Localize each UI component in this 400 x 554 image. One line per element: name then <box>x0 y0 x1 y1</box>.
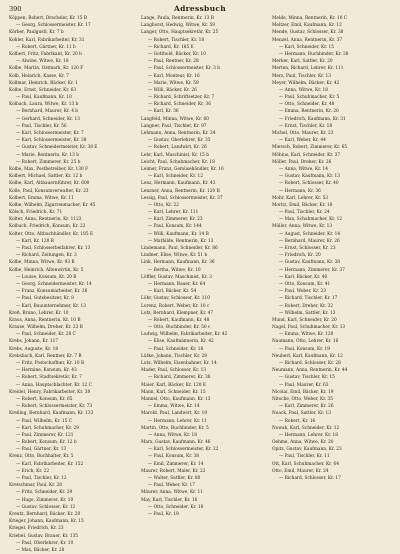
directory-entry: — Friedrich, Kr. 20 <box>279 253 321 259</box>
directory-entry: Lutz, Wilhelm, Eisenbahner, Kr. 14 <box>141 361 217 366</box>
directory-entry: — Mathilde, Rentnerin, Kr. 13 <box>148 238 214 244</box>
directory-entry: — Gustav, Oberlehrer, Kr. 35 <box>148 138 211 144</box>
directory-entry: — Paul, Weber, Kr. 17 <box>148 483 196 489</box>
directory-entry: Kretschmar, Paul, Kr. 28 <box>9 483 62 489</box>
directory-entry: Mannel, Otto, Kaufmann, Kr. 13 <box>141 396 211 402</box>
directory-entry: Mohr, Karl, Lehrer, Kr. 53 <box>272 195 329 201</box>
directory-entry: Körber, Paulgustl, Kr. 7 b <box>9 30 64 36</box>
directory-entry: — Elise, Kaufmännerin, Kr. 42 <box>148 339 214 345</box>
directory-entry: Kolbe, Ernst, Schneider, Kr. 63 <box>9 87 77 93</box>
directory-entry: — Karl, Weber, Kr. 44 <box>279 138 326 144</box>
directory-entry: — Robert, Konsum, Kr. 12 b <box>16 440 77 446</box>
directory-entry: — Gerhard, Schneider, Kr. 13 <box>16 116 80 122</box>
directory-entry: — Gustav, Kaufmann, Kr. 13 <box>279 174 341 180</box>
directory-entry: Nowak, Karl, Schneider, Kr. 12 <box>272 425 340 431</box>
directory-entry: Otto, Emil, Maurer, Kr. 24 <box>272 468 329 474</box>
directory-entry: — Karl, Schlossermeister, Kr. 38 <box>16 138 87 144</box>
directory-entry: Möbius, Karl, Schneider, Kr. 37 <box>272 152 341 158</box>
column-right <box>272 15 394 481</box>
directory-entry: Möller, Paul, Dreher, Kr. 26 <box>272 159 332 165</box>
directory-entry: Michel, Otto, Maurer, Kr. 23 <box>272 131 334 136</box>
directory-entry: — Robert, Gärtner, Kr. 11 b <box>16 44 76 50</box>
directory-entry: Langhorst, Hedwig, Witwe, Kr. 59 <box>141 23 215 29</box>
directory-entry: — Richard, Schlosser, Kr. 17 <box>279 476 341 481</box>
directory-entry: Mund, Karl, Schneider, Kr. 20 <box>272 317 337 323</box>
directory-entry: — Karl, Schuhmacher, Kr. 29 <box>16 425 79 431</box>
directory-entry: — Paul, Tischler, Kr. 11 <box>279 454 330 460</box>
directory-entry: Nitsche, Otto, Weber, Kr. 35 <box>272 396 334 402</box>
directory-entry: Kolbach, Friedrich, Konsum, Kr. 22 <box>9 224 86 230</box>
directory-entry: — Karl, Zimmerer, Kr. 23 <box>148 217 203 223</box>
directory-entry: Lotz, Bernhard, Klempner, Kr. 47 <box>141 310 214 316</box>
directory-entry: — Otto, Schneider, Kr. 18 <box>148 504 204 510</box>
directory-entry: — Walter, Sattler, Kr. 80 <box>148 476 201 481</box>
directory-entry: — Paul, Rentner, Kr. 28 <box>148 59 199 65</box>
directory-entry: Link, Hermann, Kaufmann, Kr. 36 <box>141 260 215 266</box>
directory-entry: Lenz, Hermann, Kaufmann, Kr. 43 <box>141 181 216 187</box>
directory-entry: Krause, Wilhelm, Dreher, Kr. 23 B <box>9 325 83 331</box>
directory-entry: Ott, Karl, Schuhmacher, Kr. 64 <box>272 461 339 467</box>
directory-entry: Lindner, Elise, Witwe, Kr. 51 b <box>141 253 208 259</box>
directory-entry: — Anna, Witwe, Kr. 14 <box>279 166 328 172</box>
directory-entry: Kolbe, Wilhelm, Zigarrenmacher, Kr. 45 <box>9 202 96 208</box>
directory-entry: — Paul, Schlosserbeifahrer, Kr. 13 <box>16 246 91 251</box>
directory-entry: — Robert, Schlosser, Kr. 40 <box>279 181 339 187</box>
directory-entry: — Max, Schuhmacher, Kr. 12 <box>279 217 343 223</box>
directory-entry: — Karl, Bäcker, Kr. 40 <box>279 274 328 280</box>
directory-entry: — Bertha, Witwe, Kr. 10 <box>148 267 201 273</box>
directory-entry: — Ernst, Schlosser, Kr. 23 <box>279 246 336 251</box>
directory-entry: — Karl, Schlossermeister, Kr. 7 <box>16 131 84 136</box>
directory-entry: — Hermann, Lehrer, Kr. 11 <box>148 418 207 424</box>
directory-entry: — Hermine, Konsum, Kr. 43 <box>16 368 77 374</box>
directory-entry: — Karl, Kr. 120 B <box>16 238 54 244</box>
directory-entry: — Alwine, Witwe, Kr. 18 <box>16 59 69 65</box>
directory-entry: — Gustav, Schneidermeister, Kr. 38 E <box>16 145 98 151</box>
directory-entry: — Richard, Kr. 185 E <box>148 44 194 50</box>
directory-entry: — Karl, Schneider, Kr. 15 <box>279 44 334 50</box>
directory-entry: — Emil, Zimmerer, Kr. 14 <box>148 461 204 467</box>
directory-entry: — Karl, Schneider, Kr. 12 <box>148 174 203 180</box>
directory-entry: — Hermann, Buchbinder, Kr. 38 <box>279 51 349 57</box>
directory-entry: — Willi, Kaufmann, Kr. 14 B <box>148 231 209 237</box>
directory-entry: — Bernhard, Maurer, Kr. 4 b <box>16 109 79 115</box>
directory-entry: — Robert, Landwirt, Kr. 26 <box>148 145 207 151</box>
directory-entry: Opitz, Gustav, Kaufmann, Kr. 23 <box>272 447 342 453</box>
directory-entry: Mann, Karl, Schneider, Kr. 15 <box>141 389 206 395</box>
directory-entry: Löffler, Gustav, Maschinist, Kr. 3 <box>141 274 212 280</box>
directory-entry: Kollmar, Heinrich, Bäcker, Kr. 1 <box>9 80 78 86</box>
directory-entry: Maurer, Robert, Maler, Kr. 22 <box>141 468 206 474</box>
directory-entry: — Hermann, Lehrer, Kr. 18 <box>279 432 338 438</box>
directory-entry: Nagel, Paul, Schuhmacher, Kr. 13 <box>272 325 346 331</box>
directory-entry: — Paul, Oberlehrer, Kr. 10 <box>16 540 74 546</box>
directory-entry: Moritz, Emil, Bäcker, Kr. 18 <box>272 202 333 208</box>
directory-entry: Oehme, Anna, Witwe, Kr. 20 <box>272 440 334 446</box>
directory-entry: — Richard, Zimmerer, Kr. 38 <box>148 375 211 381</box>
directory-entry: Köppen, Robert, Drechsler, Kr. 15 B <box>9 16 88 21</box>
directory-entry: Kriegel, Friedrich, Kr. 23 <box>9 526 64 532</box>
directory-entry: — Robert, Kr. 16 <box>279 418 316 424</box>
directory-entry: Lindemann, Paul, Schneider, Kr. 86 <box>141 246 218 251</box>
directory-entry: — Georg, Schneidermeister, Kr. 14 <box>16 281 92 287</box>
directory-entry: Kolbert, Michael, Sattler, Kr. 12 b <box>9 174 83 180</box>
directory-entry: — Paul, Konsum, Kr. 144 <box>148 224 202 230</box>
directory-entry: — Karl, Kr. 36 <box>148 109 179 115</box>
directory-entry: Mende, Gustav, Schlosser, Kr. 38 <box>272 30 344 36</box>
directory-entry: — Paul, Kr. 19 <box>148 511 179 517</box>
directory-entry: — Richard, Schriftsetzer, Kr. 7 <box>148 95 215 101</box>
directory-entry: Kreiling, Bernhard, Kaufmann, Kr. 133 <box>9 411 94 417</box>
directory-entry: — Richard, Zeitungen, Kr. 3 <box>16 253 77 259</box>
directory-entry: Menzel, Anna, Rentnerin, Kr. 37 <box>272 37 343 43</box>
directory-entry: — Gustav, Kaufmann, Kr. 38 <box>279 260 341 266</box>
page-number: 390 <box>9 5 22 13</box>
directory-entry: Kolbe, Heinrich, Altenwirtin, Kr. 5 <box>9 267 84 273</box>
directory-entry: — Paul, Wilhelm, Kr. 15 C <box>16 418 73 424</box>
directory-entry: — Paul, Tischler, Kr. 12 <box>16 476 67 481</box>
directory-entry: Martin, Otto, Buchbinder, Kr. 5 <box>141 425 209 431</box>
column-left <box>9 15 131 553</box>
directory-entry: Lütke, Johann, Tischler, Kr. 28 <box>141 353 207 359</box>
directory-entry: Miersch, Robert, Zimmerer, Kr. 65 <box>272 145 348 151</box>
directory-entry: Müller, Anna, Witwe, Kr. 13 <box>272 224 333 230</box>
directory-entry: — Robert, Tischler, Kr. 18 <box>148 37 205 43</box>
directory-entry: — Paul, Gutsbesitzer, Kr. 8 <box>16 296 74 302</box>
directory-entry: — Karl, Bauunternehmer, Kr. 13 <box>16 303 86 309</box>
directory-entry: Lenzner, Anna, Rentnerin, Kr. 120 B <box>141 188 220 194</box>
directory-entry: — Paul, Schlossermeister, Kr. 3 b <box>148 66 221 72</box>
directory-entry: Kolb, Heinrich, Kasse, Kr. 7 <box>9 73 70 79</box>
directory-entry: — Fritz, Schneider, Kr. 29 <box>16 490 73 496</box>
directory-entry: — Anna, Hauptschlachter, Kr. 12 C <box>16 382 92 388</box>
directory-entry: — Friedrich, Kaufmann, Kr. 31 <box>279 116 346 122</box>
directory-entry: Merten, Richard, Lehrer, Kr. 111 <box>272 66 344 72</box>
directory-entry: Leicht, Paul, Schuhmacher, Kr. 18 <box>141 159 215 165</box>
directory-entry: — Ernst, Tischler, Kr. 18 <box>279 123 333 129</box>
directory-entry: — Marie, Rentnerin, Kr. 13 b <box>16 152 79 158</box>
directory-entry: Mäurer, Anna, Witwe, Kr. 11 <box>141 490 203 496</box>
directory-entry: Lehmann, Anna, Rentnerin, Kr. 24 <box>141 131 216 136</box>
directory-entry: — Paul, Schneider, Kr. 28 C <box>16 332 76 338</box>
directory-entry: Langfeld, Minna, Witwe, Kr. 60 <box>141 116 209 122</box>
directory-entry: — Bernhard, Maurer, Kr. 26 <box>279 238 340 244</box>
directory-entry: — Karl, Zimmerer, Kr. 26 <box>279 404 334 410</box>
directory-entry: Mader, Paul, Schlosser, Kr. 13 <box>141 368 207 374</box>
directory-entry: — Paul, Konsum, Kr. 38 <box>148 454 200 460</box>
directory-entry: — Paul, Tischler, Kr. 24 <box>279 210 330 216</box>
directory-entry: — Robert, Kaufmann, Kr. 48 <box>148 317 210 323</box>
directory-entry: — Karl, Monteur, Kr. 16 <box>148 73 200 79</box>
directory-entry: May, Karl, Tischler, Kr. 16 <box>141 497 198 503</box>
page-title: Adressbuch <box>174 4 226 13</box>
directory-entry: — Otto, Buchbinder, Kr. 50 c <box>148 325 211 331</box>
directory-entry: Nicolai, Emil, Bäcker, Kr. 19 <box>272 389 334 395</box>
directory-entry: Lange, Paula, Rentnerin, Kr. 13 B <box>141 16 214 21</box>
directory-entry: Kreß, Bruno, Lehrer, Kr. 10 <box>9 310 69 316</box>
directory-entry: Löhr, Gustav, Schlosser, Kr. 110 <box>141 296 210 302</box>
directory-entry: — Paul, Gärtner, Kr. 13 <box>16 447 67 453</box>
directory-entry: Kraus, Anna, Rentnerin, Kr. 10 B <box>9 317 81 323</box>
directory-entry: — Fritz, Postschaffner, Kr. 10 B <box>16 361 85 366</box>
directory-entry: Lessig, Paul, Schlossermeister, Kr. 37 <box>141 195 223 201</box>
directory-entry: — Wilhelm, Sattler, Kr. 13 <box>279 310 336 316</box>
directory-entry: — Otto, Schneider, Kr. 48 <box>279 102 335 108</box>
directory-entry: Noack, Paul, Sattler, Kr. 13 <box>272 411 331 417</box>
directory-entry: Meyer, Wilhelm, Bäcker, Kr. 42 <box>272 80 340 86</box>
directory-entry: — Paul, Maurer, Kr. 63 <box>279 382 329 388</box>
directory-entry: Krieger, Johann, Kaufmann, Kr. 15 <box>9 519 84 525</box>
directory-entry: — Gustav, Schlosser, Kr. 12 <box>16 504 76 510</box>
directory-entry: Kreutz, Bernhard, Bäcker, Kr. 20 <box>9 511 81 517</box>
directory-entry: Kolbert, Emma, Witwe, Kr. 11 <box>9 195 74 201</box>
directory-entry: Kolter, Otto, Altbuchhändler, Kr. 185 E <box>9 231 94 237</box>
directory-entry: — Paul, Schneider, Kr. 18 <box>148 346 204 352</box>
directory-entry: Krebs, Johann, Kr. 117 <box>9 339 59 345</box>
directory-entry: Merker, Karl, Sattler, Kr. 20 <box>272 59 333 65</box>
directory-entry: — Richard, Tischler, Kr. 17 <box>279 296 338 302</box>
directory-entry: — Willi, Bäcker, Kr. 26 <box>148 87 197 93</box>
directory-entry: Langner, Paul, Tischler, Kr. 97 <box>141 123 207 129</box>
directory-entry: Ludwig, Wilhelm, Fabrikarbeiter, Kr. 42 <box>141 332 228 338</box>
directory-entry: Kolbe, Karl, Altbauernführer, Kr. 600 <box>9 181 90 187</box>
directory-entry: Leimer, Franz, Gemüsehändler, Kr. 16 <box>141 166 224 172</box>
directory-entry: Kreidel, Henry, Fabrikarbeiter, Kr. 38 <box>9 389 91 395</box>
directory-entry: — Richard, Schlosser, Kr. 28 <box>279 361 341 366</box>
directory-entry: Lehr, Karl, Maschinist, Kr. 15 b <box>141 152 210 158</box>
directory-entry: — Gustav, Tischler, Kr. 15 <box>279 375 335 381</box>
directory-entry: — Louise, Konsum, Kr. 20 B <box>16 274 77 280</box>
directory-entry: — Franz, Konsumarbeiter, Kr. 26 <box>16 289 88 295</box>
directory-entry: Melde, Minna, Rentnerin, Kr. 10 C <box>272 16 348 21</box>
directory-entry: — Paul, Kaufmann, Kr. 10 <box>16 95 72 101</box>
directory-entry: — Emma, Witwe, Kr. 14 <box>148 404 200 410</box>
directory-entry: Kolbach, Laura, Witwe, Kr. 13 b <box>9 102 79 108</box>
directory-entry: Lorenz, Robert, Weber, Kr. 10 c <box>141 303 210 309</box>
directory-entry: — Georg, Schlossermeister, Kr. 17 <box>16 23 91 29</box>
directory-entry: — Hermann, Kr. 36 <box>279 188 321 194</box>
directory-entry: — Hugo, Zimmerer, Kr. 10 <box>16 497 74 503</box>
directory-entry: — Gotthold, Bäcker, Kr. 10 <box>148 51 206 57</box>
directory-entry: — Anna, Witwe, Kr. 18 <box>279 87 328 93</box>
directory-entry: — Richard, Schneider, Kr. 36 <box>148 102 211 108</box>
directory-entry: — Karl, Fabrikarbeiter, Kr. 152 <box>16 461 84 467</box>
directory-entry: Kolle, Paul, Konsumverwalter, Kr. 23 <box>9 188 89 194</box>
directory-entry: — Otto, Kr. 22 <box>148 202 179 208</box>
directory-entry: — Robert, Zimmerer, Kr. 25 b <box>16 159 81 165</box>
directory-entry: — Hermann, Zimmerer, Kr. 37 <box>279 267 345 273</box>
directory-entry: — Paul, Tischler, Kr. 56 <box>16 123 67 129</box>
directory-entry: Marx, Gustav, Kaufmann, Kr. 46 <box>141 440 211 446</box>
directory-entry: — Robert, Konsum, Kr. 65 <box>16 396 73 402</box>
directory-entry: Kolbe, Minna, Witwe, Kr. 93 B <box>9 260 75 266</box>
directory-entry: Krenz, Otto, Buchhalter, Kr. 5 <box>9 454 74 460</box>
directory-entry: — August, Schneider, Kr. 14 <box>279 231 341 237</box>
directory-entry: Marold, Paul, Landwirt, Kr. 19 <box>141 411 208 417</box>
directory-entry: — Karl, Schlossermeister, Kr. 22 <box>148 447 219 453</box>
directory-entry: — Emma, Witwe, Kr. 120 <box>279 332 334 338</box>
directory-entry: — Robert, Stadtsekretär, Kr. 7 <box>16 375 82 381</box>
directory-entry: — Max, Bäcker, Kr. 28 <box>16 547 65 553</box>
directory-entry: Krebsbach, Karl, Rentner, Kr. 7 B <box>9 353 82 359</box>
directory-entry: Naumann, Otto, Lehrer, Kr. 16 <box>272 339 339 345</box>
directory-entry: Kolbe, Max, Postbetreiber, Kr. 130 F <box>9 166 89 172</box>
directory-entry: Kolbe, Martin, Ostmark, Kr. 120 F <box>9 66 84 72</box>
directory-entry: — Robert, Schlossermeister, Kr. 73 <box>16 404 93 410</box>
directory-entry: — Karl, Bäcker, Kr. 54 <box>148 289 197 295</box>
directory-entry: — Karl, Lehrer, Kr. 111 <box>148 210 199 216</box>
directory-entry: — Anna, Witwe, Kr. 18 <box>148 432 197 438</box>
directory-entry: — Hermann, Bauer, Kr. 64 <box>148 281 206 287</box>
directory-entry: Krebs, Auguste, Kr. 18 <box>9 346 59 352</box>
directory-entry: Kolter, Anna, Rentnerin, Kr. 1123 <box>9 217 82 223</box>
directory-entry: Neubert, Karl, Kaufmann, Kr. 12 <box>272 353 343 359</box>
directory-entry: — Paul, Weber, Kr. 23 <box>279 289 327 295</box>
directory-entry: — Emma, Rentnerin, Kr. 20 <box>279 109 339 115</box>
directory-entry: Neumann, Anna, Rentnerin, Kr. 44 <box>272 368 348 374</box>
directory-entry: — Otto, Konsum, Kr. 41 <box>279 281 331 287</box>
directory-entry: Maier, Karl, Bäcker, Kr. 120 E <box>141 382 206 388</box>
directory-entry: — Paul, Schuhmacher, Kr. 5 <box>279 95 340 101</box>
directory-entry: — Paul, Konsum, Kr. 19 <box>279 346 331 352</box>
directory-entry: Meltzer, Emil, Kaufmann, Kr. 12 <box>272 23 342 29</box>
directory-entry: — Marie, Witwe, Kr. 59 <box>148 80 199 86</box>
column-middle <box>141 15 263 517</box>
directory-entry: — Robert, Dreher, Kr. 32 <box>279 303 333 309</box>
directory-entry: Kolbert, Fritz, Fabrikant, Kr. 20 b <box>9 51 82 57</box>
page-header <box>0 5 400 15</box>
directory-entry: Merz, Paul, Tischler, Kr. 13 <box>272 73 331 79</box>
directory-entry: — Erich, Kr. 22 <box>16 468 50 474</box>
directory-entry: Kölsch, Friedrich, Kr. 71 <box>9 210 63 216</box>
directory-entry: Kriebel, Gustav, Brauer, Kr. 135 <box>9 533 79 539</box>
directory-entry: — Paul, Zimmerer, Kr. 121 <box>16 432 74 438</box>
directory-entry: Kohler, Karl, Fabrikarbeiter, Kr. 31 <box>9 37 85 43</box>
directory-entry: Langer, Otto, Hauptsekretär, Kr. 25 <box>141 30 219 36</box>
